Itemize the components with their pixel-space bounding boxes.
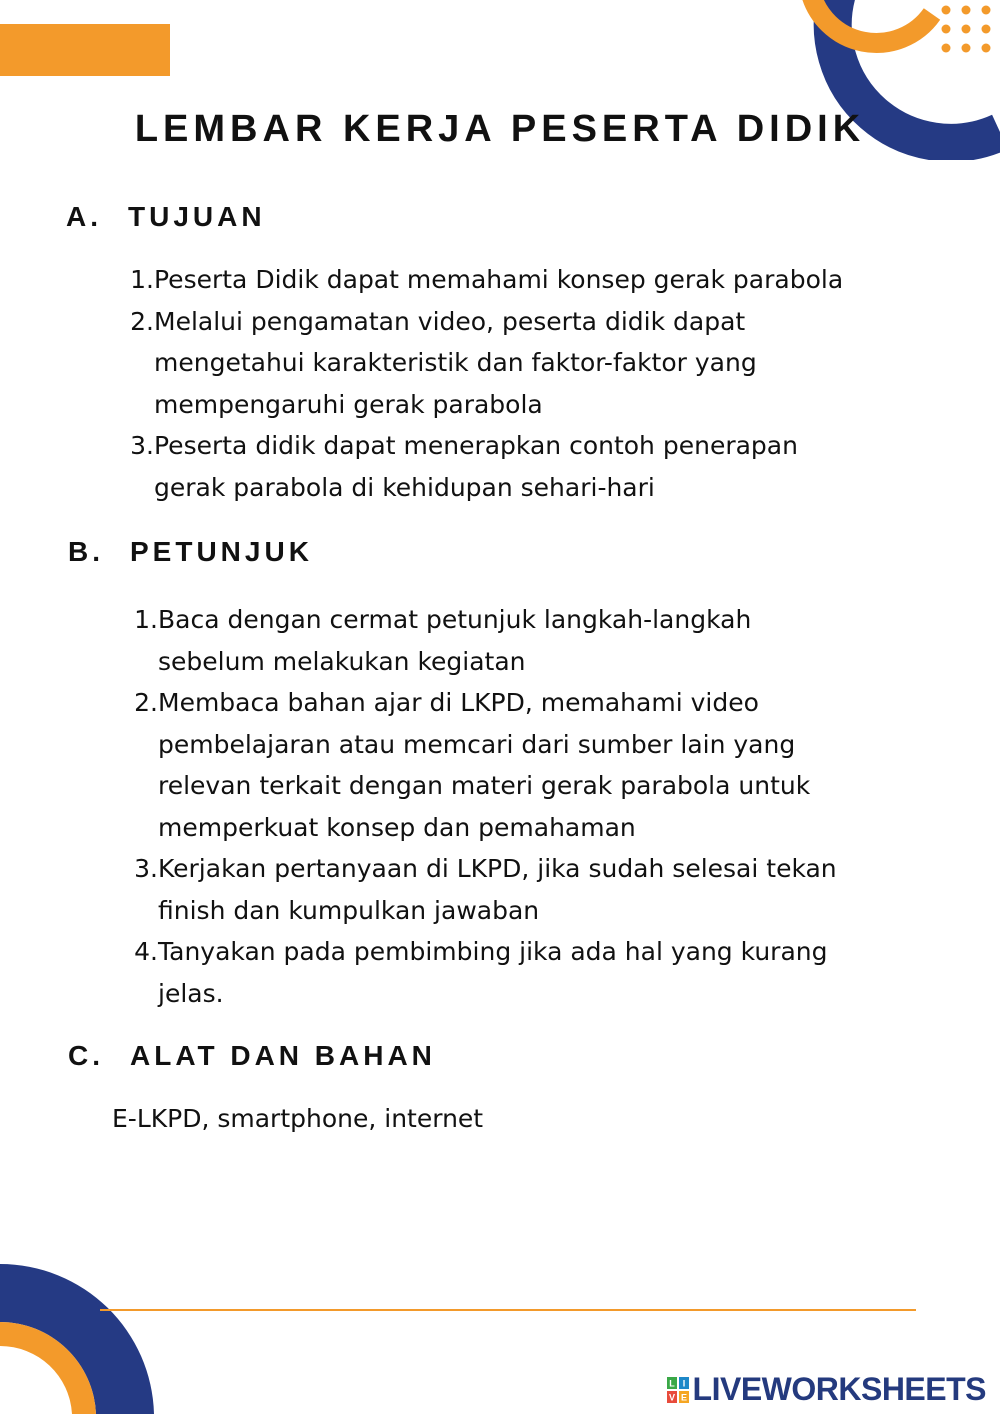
orange-bar-top-left (0, 24, 170, 76)
svg-text:E: E (680, 1392, 687, 1402)
petunjuk-list (120, 599, 900, 1014)
list-item (116, 425, 916, 508)
list-text: Peserta Didik dapat memahami konsep gerak parabola (154, 265, 844, 294)
list-text: Tanyakan pada pembimbing jika ada hal yang kurang jelas. (158, 937, 828, 1008)
liveworksheets-brand[interactable] (667, 1371, 986, 1408)
list-text: Baca dengan cermat petunjuk langkah-langkah sebelum melakukan kegiatan (158, 605, 752, 676)
section-b-heading (68, 536, 313, 568)
list-text: Peserta didik dapat menerapkan contoh penerapan gerak parabola di kehidupan sehari-hari (154, 431, 798, 502)
svg-text:I: I (682, 1378, 685, 1388)
list-number: 3. (134, 854, 158, 883)
section-c-heading (68, 1040, 436, 1072)
section-a-title: TUJUAN (128, 201, 266, 232)
dot-grid (942, 6, 991, 53)
list-item (116, 301, 916, 426)
list-item (120, 931, 900, 1014)
brand-name: LIVEWORKSHEETS (692, 1371, 986, 1407)
list-item (120, 682, 900, 848)
page-title: LEMBAR KERJA PESERTA DIDIK (134, 108, 866, 150)
bottom-left-decoration (0, 1250, 170, 1414)
section-b-letter: B. (68, 536, 104, 567)
list-number: 1. (130, 265, 154, 294)
list-number: 2. (130, 306, 154, 336)
list-item (120, 848, 900, 931)
section-a-heading (66, 201, 266, 233)
liveworksheets-logo-icon (667, 1377, 689, 1403)
footer-divider (100, 1309, 916, 1311)
list-text: Kerjakan pertanyaan di LKPD, jika sudah selesai tekan finish dan kumpulkan jawaban (158, 854, 837, 925)
list-item (120, 599, 900, 682)
section-a-letter: A. (66, 201, 102, 232)
materials-text: E-LKPD, smartphone, internet (112, 1104, 484, 1133)
list-item (116, 259, 916, 301)
section-c-title: ALAT DAN BAHAN (130, 1040, 436, 1071)
section-b-title: PETUNJUK (130, 536, 313, 567)
list-number: 2. (134, 688, 158, 717)
list-number: 4. (134, 937, 158, 966)
list-text: Melalui pengamatan video, peserta didik dapat mengetahui karakteristik dan faktor-faktor yang mempengaruhi gerak parabola (154, 306, 757, 419)
svg-text:L: L (668, 1378, 675, 1388)
section-c-letter: C. (68, 1040, 104, 1071)
list-number: 3. (130, 431, 154, 460)
svg-text:V: V (668, 1392, 675, 1402)
list-number: 1. (134, 605, 158, 634)
tujuan-list (116, 259, 916, 508)
list-text: Membaca bahan ajar di LKPD, memahami video pembelajaran atau memcari dari sumber lain yang relevan terkait dengan materi gerak parabola untuk memperkuat konsep dan pemahaman (158, 688, 811, 842)
